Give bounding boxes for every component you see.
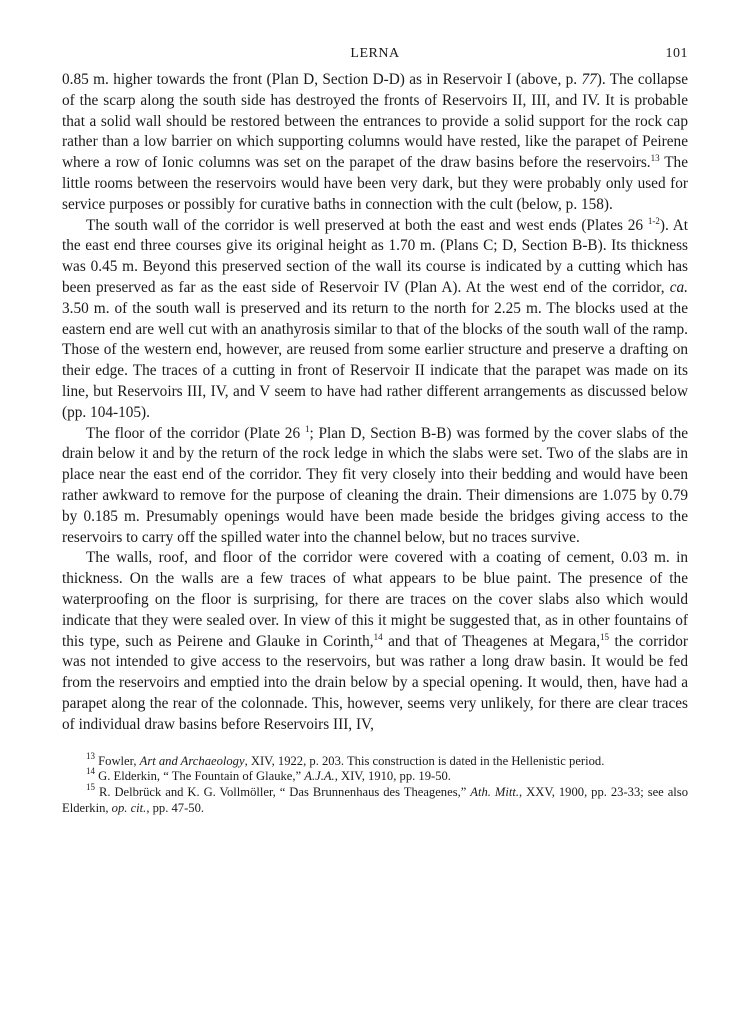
running-head	[62, 44, 688, 70]
note-reference: 13	[650, 153, 660, 164]
text-run: , XIV, 1910, pp. 19-50.	[334, 769, 451, 784]
note-reference: 1	[304, 423, 310, 434]
footnotes	[62, 750, 689, 817]
text-run: The walls, roof, and floor of the corridor were covered with a coating of cement, 0.03 m. in thickness. On the walls are a few traces of what appears to be blue paint. The presence of the waterproofing on the floor is surprising, for there are traces on the cover slabs also which would indicate that they were sealed over. In view of this it might be suggested that, as in other fountains of this type, such as Peirene and Glauke in Corinth,	[62, 549, 688, 650]
paragraph-3	[62, 424, 688, 549]
paragraph-2	[62, 216, 688, 424]
text-run: R. Delbrück and K. G. Vollmöller, “ Das Brunnenhaus des Theagenes,”	[95, 785, 471, 800]
text-run: 0.85 m. higher towards the front (Plan D, Section D-D) as in Reservoir I (above, p.	[62, 71, 582, 88]
text-run: The floor of the corridor (Plate 26	[86, 424, 305, 442]
running-title: LERNA	[350, 46, 400, 61]
note-reference: 15	[86, 782, 95, 793]
note-reference: 15	[600, 631, 610, 642]
text-run: ). The collapse of the scarp along the south side has destroyed the fronts of Reservoirs II, III, and IV. It is probable that a solid wall should be restored between the entrances to provide a solid support for the rock cap rather than a low barrier on which supporting columns would have rested, like the parapet of Peirene where a row of Ionic columns was set on the parapet of the draw basins before the reservoirs.	[62, 71, 688, 172]
text-run: and that of Theagenes at Megara,	[382, 632, 601, 650]
text-run: The little rooms between the reservoirs would have been very dark, but they were probably only used for service purposes or possibly for curative baths in connection with the cult (below, p. 158).	[62, 154, 688, 213]
note-reference: 13	[86, 750, 95, 761]
text-run: , pp. 47-50.	[146, 800, 205, 815]
text-run: ; Plan D, Section B-B) was formed by the cover slabs of the drain below it and by the return of the rock ledge in which the slabs were set. Two of the slabs are in place near the east end of the corridor. They fit very closely into their bedding and would have been rather awkward to remove for the purpose of cleaning the drain. Their dimensions are 1.075 by 0.79 by 0.185 m. Presumably openings would have been made beside the bridges giving access to the reservoirs to carry off the spilled water into the channel below, but no traces survive.	[62, 424, 689, 546]
body-text	[62, 70, 688, 736]
italic-text: Ath. Mitt.	[470, 785, 520, 800]
italic-text: 77	[581, 71, 597, 88]
text-run: the corridor was not intended to give access to the reservoirs, but was rather a long draw basin. It would be fed from the reservoirs and emptied into the drain below by a special opening. It would, then, have had a parapet along the rear of the colonnade. This, however, seems very unlikely, for there are clear traces of individual draw basins before Reservoirs III, IV,	[62, 632, 688, 733]
paragraph-4	[62, 548, 688, 735]
text-run: Fowler,	[95, 753, 140, 768]
footnote-13	[62, 750, 688, 770]
footnote-14	[62, 766, 688, 785]
italic-text: op. cit.	[111, 800, 147, 815]
text-run: The south wall of the corridor is well preserved at both the east and west ends (Plates 26	[86, 216, 648, 234]
text-run: G. Elderkin, “ The Fountain of Glauke,”	[95, 769, 305, 784]
italic-text: A.J.A.	[304, 769, 335, 784]
footnote-15	[62, 782, 689, 817]
paragraph-1	[62, 70, 688, 216]
italic-text: Art and Archaeology	[139, 753, 245, 768]
note-reference: 14	[86, 766, 95, 777]
page-number: 101	[665, 46, 688, 61]
text-run: , XXV, 1900, pp. 23-33; see also Elderkin,	[62, 785, 689, 815]
italic-text: ca.	[669, 278, 688, 296]
note-reference: 14	[373, 631, 383, 642]
text-run: , XIV, 1922, p. 203. This construction is dated in the Hellenistic period.	[244, 753, 605, 768]
page	[62, 44, 688, 817]
note-reference: 1-2	[647, 215, 660, 226]
text-run: 3.50 m. of the south wall is preserved and its return to the north for 2.25 m. The blocks used at the eastern end are well cut with an anathyrosis similar to that of the blocks of the south wall of the ramp. Those of the western end, however, are reused from some earlier structure and preserve a drafting on their edge. The traces of a cutting in front of Reservoir II indicate that the parapet was made on its line, but Reservoirs III, IV, and V seem to have had rather different arrangements as discussed below (pp. 104-105).	[62, 299, 688, 421]
text-run: ). At the east end three courses give its original height as 1.70 m. (Plans C; D, Section B-B). Its thickness was 0.45 m. Beyond this preserved section of the wall its course is indicated by a cutting which has been preserved as far as the east side of Reservoir IV (Plan A). At the west end of the corridor,	[62, 216, 688, 296]
